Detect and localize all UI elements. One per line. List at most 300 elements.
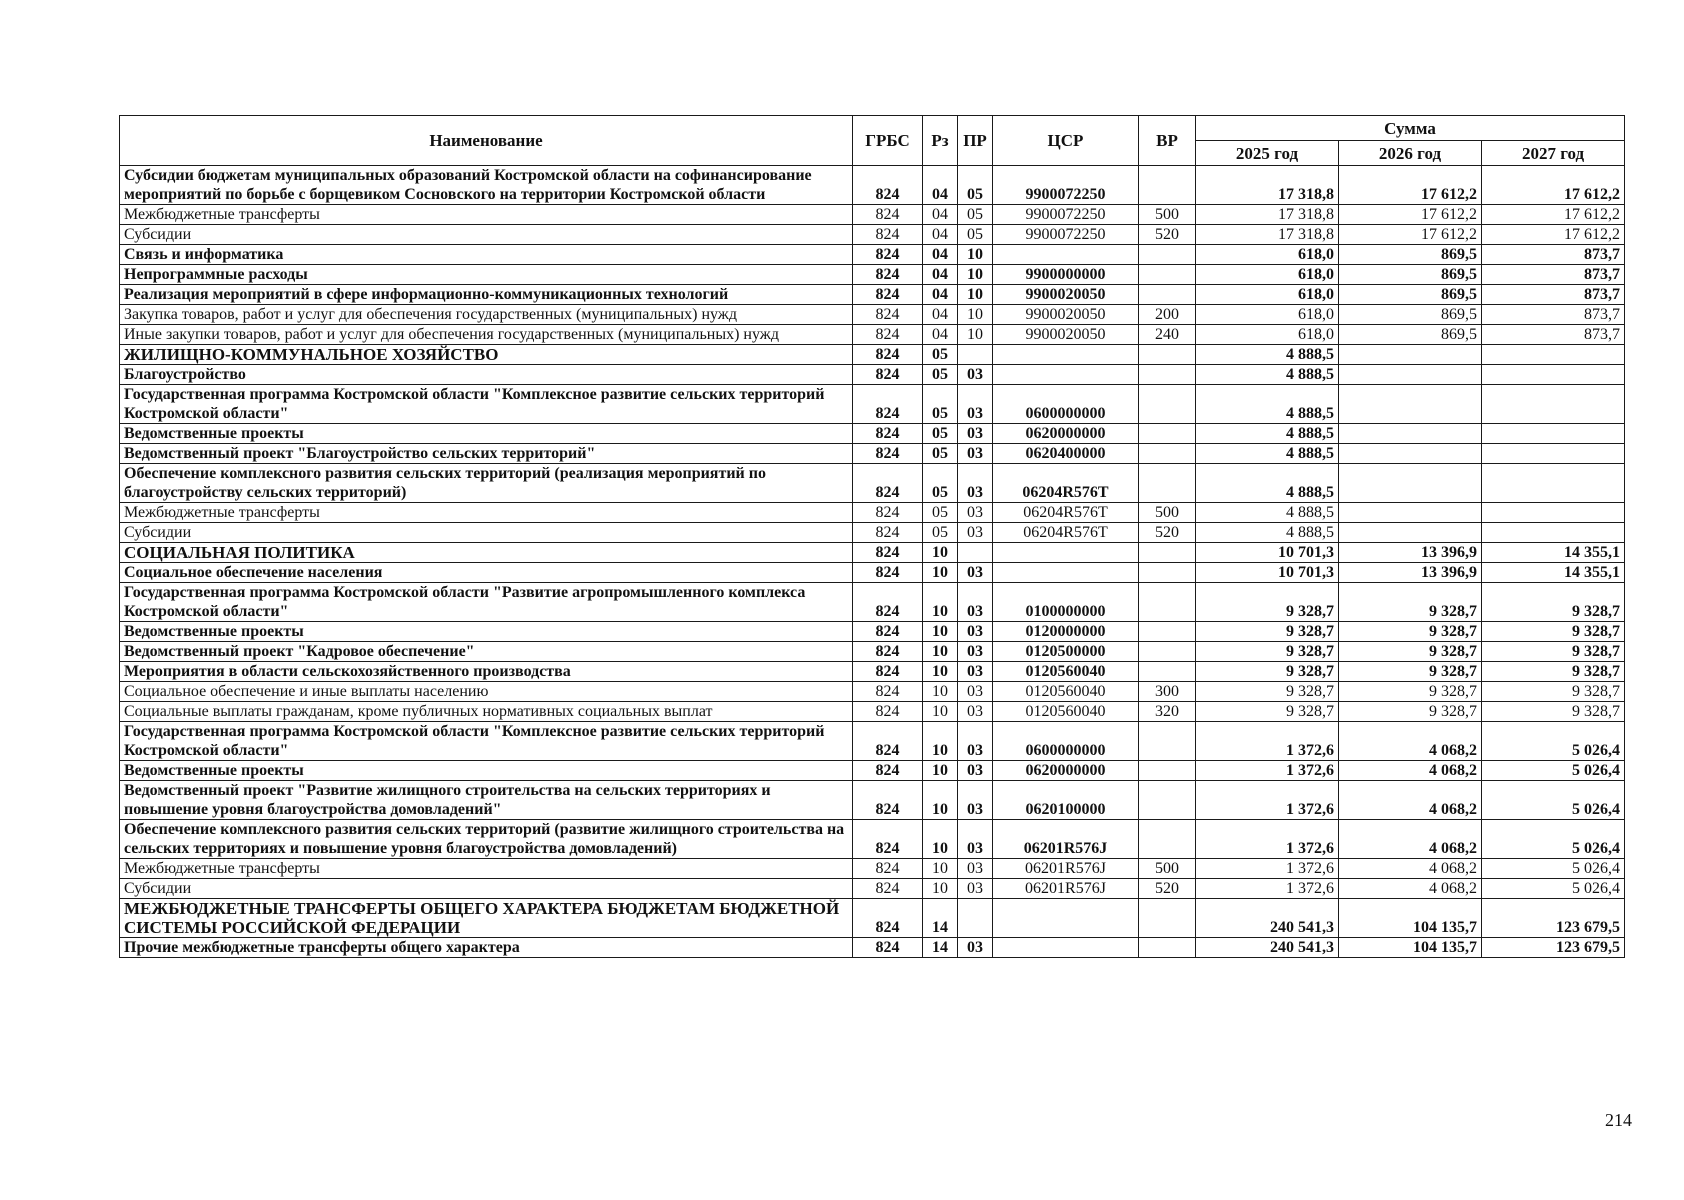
- cell-amount-2026: 9 328,7: [1339, 702, 1482, 722]
- cell-grbs: 824: [853, 305, 923, 325]
- cell-rz: 05: [923, 345, 958, 365]
- cell-amount-2027: 14 355,1: [1482, 563, 1625, 583]
- cell-vr: [1139, 722, 1196, 761]
- cell-amount-2026: [1339, 444, 1482, 464]
- cell-rz: 10: [923, 682, 958, 702]
- cell-name: Ведомственные проекты: [120, 622, 853, 642]
- cell-rz: 10: [923, 543, 958, 563]
- cell-grbs: 824: [853, 225, 923, 245]
- cell-pr: 05: [958, 166, 993, 205]
- cell-amount-2026: 869,5: [1339, 245, 1482, 265]
- cell-csr: 06201R576J: [993, 879, 1139, 899]
- cell-grbs: 824: [853, 205, 923, 225]
- cell-amount-2027: 17 612,2: [1482, 225, 1625, 245]
- table-row: [120, 820, 1625, 859]
- cell-amount-2027: 9 328,7: [1482, 682, 1625, 702]
- cell-amount-2027: [1482, 464, 1625, 503]
- cell-amount-2027: [1482, 503, 1625, 523]
- cell-amount-2026: 869,5: [1339, 325, 1482, 345]
- cell-amount-2027: 873,7: [1482, 265, 1625, 285]
- cell-amount-2025: 1 372,6: [1196, 879, 1339, 899]
- table-row: [120, 642, 1625, 662]
- cell-rz: 14: [923, 899, 958, 938]
- cell-amount-2026: [1339, 385, 1482, 424]
- table-body: [120, 166, 1625, 958]
- cell-grbs: 824: [853, 325, 923, 345]
- cell-name: Ведомственный проект "Развитие жилищного строительства на сельских территориях и повышение уровня благоустройства домовладений": [120, 781, 853, 820]
- cell-amount-2027: 9 328,7: [1482, 583, 1625, 622]
- cell-amount-2025: 17 318,8: [1196, 205, 1339, 225]
- table-row: [120, 879, 1625, 899]
- cell-grbs: 824: [853, 444, 923, 464]
- cell-amount-2027: [1482, 345, 1625, 365]
- cell-name: Социальное обеспечение населения: [120, 563, 853, 583]
- cell-amount-2025: 1 372,6: [1196, 820, 1339, 859]
- cell-csr: [993, 899, 1139, 938]
- cell-csr: 9900072250: [993, 205, 1139, 225]
- cell-pr: 05: [958, 225, 993, 245]
- cell-rz: 10: [923, 583, 958, 622]
- cell-pr: 10: [958, 245, 993, 265]
- cell-grbs: 824: [853, 879, 923, 899]
- cell-pr: [958, 345, 993, 365]
- cell-amount-2027: [1482, 523, 1625, 543]
- cell-grbs: 824: [853, 781, 923, 820]
- cell-pr: 03: [958, 702, 993, 722]
- table-row: [120, 543, 1625, 563]
- cell-pr: 10: [958, 325, 993, 345]
- cell-amount-2025: 4 888,5: [1196, 345, 1339, 365]
- cell-amount-2026: 4 068,2: [1339, 722, 1482, 761]
- header-pr: ПР: [958, 116, 993, 166]
- cell-amount-2027: 14 355,1: [1482, 543, 1625, 563]
- cell-pr: 03: [958, 523, 993, 543]
- cell-pr: 03: [958, 464, 993, 503]
- table-row: [120, 503, 1625, 523]
- cell-name: Ведомственные проекты: [120, 761, 853, 781]
- header-year-2025: 2025 год: [1196, 141, 1339, 166]
- cell-csr: 0620100000: [993, 781, 1139, 820]
- cell-csr: 9900072250: [993, 225, 1139, 245]
- cell-csr: 06201R576J: [993, 859, 1139, 879]
- cell-rz: 10: [923, 563, 958, 583]
- cell-rz: 10: [923, 722, 958, 761]
- cell-pr: 10: [958, 265, 993, 285]
- cell-grbs: 824: [853, 642, 923, 662]
- cell-vr: 500: [1139, 503, 1196, 523]
- cell-rz: 04: [923, 325, 958, 345]
- table-row: [120, 225, 1625, 245]
- cell-vr: [1139, 583, 1196, 622]
- cell-name: Реализация мероприятий в сфере информационно-коммуникационных технологий: [120, 285, 853, 305]
- cell-vr: 200: [1139, 305, 1196, 325]
- cell-grbs: 824: [853, 285, 923, 305]
- cell-rz: 04: [923, 205, 958, 225]
- cell-rz: 04: [923, 245, 958, 265]
- cell-rz: 10: [923, 702, 958, 722]
- cell-rz: 10: [923, 622, 958, 642]
- cell-name: СОЦИАЛЬНАЯ ПОЛИТИКА: [120, 543, 853, 563]
- cell-grbs: 824: [853, 166, 923, 205]
- cell-amount-2026: [1339, 365, 1482, 385]
- cell-amount-2027: 123 679,5: [1482, 938, 1625, 958]
- cell-grbs: 824: [853, 385, 923, 424]
- cell-amount-2027: 9 328,7: [1482, 702, 1625, 722]
- table-row: [120, 563, 1625, 583]
- cell-grbs: 824: [853, 464, 923, 503]
- cell-name: Связь и информатика: [120, 245, 853, 265]
- cell-pr: 03: [958, 761, 993, 781]
- cell-grbs: 824: [853, 938, 923, 958]
- cell-rz: 05: [923, 365, 958, 385]
- cell-amount-2026: 4 068,2: [1339, 820, 1482, 859]
- cell-amount-2026: 4 068,2: [1339, 761, 1482, 781]
- cell-amount-2027: [1482, 424, 1625, 444]
- table-row: [120, 859, 1625, 879]
- cell-amount-2025: 9 328,7: [1196, 682, 1339, 702]
- cell-amount-2025: 618,0: [1196, 285, 1339, 305]
- cell-amount-2026: 869,5: [1339, 305, 1482, 325]
- cell-name: Субсидии: [120, 523, 853, 543]
- table-row: [120, 365, 1625, 385]
- cell-vr: [1139, 245, 1196, 265]
- header-year-2026: 2026 год: [1339, 141, 1482, 166]
- cell-amount-2026: 9 328,7: [1339, 682, 1482, 702]
- cell-vr: 500: [1139, 859, 1196, 879]
- cell-pr: 03: [958, 424, 993, 444]
- cell-csr: 0120500000: [993, 642, 1139, 662]
- cell-amount-2025: 9 328,7: [1196, 583, 1339, 622]
- cell-grbs: 824: [853, 899, 923, 938]
- cell-amount-2025: 9 328,7: [1196, 662, 1339, 682]
- cell-amount-2026: [1339, 424, 1482, 444]
- table-row: [120, 722, 1625, 761]
- cell-amount-2027: 5 026,4: [1482, 820, 1625, 859]
- table-row: [120, 583, 1625, 622]
- cell-pr: 03: [958, 642, 993, 662]
- cell-amount-2025: 9 328,7: [1196, 702, 1339, 722]
- cell-amount-2025: 618,0: [1196, 325, 1339, 345]
- cell-grbs: 824: [853, 820, 923, 859]
- cell-amount-2025: 1 372,6: [1196, 761, 1339, 781]
- cell-vr: [1139, 365, 1196, 385]
- table-row: [120, 781, 1625, 820]
- cell-vr: [1139, 899, 1196, 938]
- cell-rz: 05: [923, 385, 958, 424]
- cell-grbs: 824: [853, 245, 923, 265]
- cell-csr: 9900020050: [993, 325, 1139, 345]
- cell-name: Субсидии: [120, 879, 853, 899]
- cell-amount-2025: 4 888,5: [1196, 464, 1339, 503]
- cell-vr: [1139, 761, 1196, 781]
- cell-name: Прочие межбюджетные трансферты общего характера: [120, 938, 853, 958]
- table-row: [120, 938, 1625, 958]
- cell-amount-2027: 5 026,4: [1482, 879, 1625, 899]
- cell-grbs: 824: [853, 424, 923, 444]
- cell-csr: 9900020050: [993, 305, 1139, 325]
- cell-name: Непрограммные расходы: [120, 265, 853, 285]
- cell-csr: 0120560040: [993, 662, 1139, 682]
- cell-csr: [993, 938, 1139, 958]
- table-row: [120, 899, 1625, 938]
- header-sum: Сумма: [1196, 116, 1625, 141]
- cell-pr: 03: [958, 722, 993, 761]
- cell-csr: 0620000000: [993, 761, 1139, 781]
- header-csr: ЦСР: [993, 116, 1139, 166]
- cell-grbs: 824: [853, 345, 923, 365]
- cell-vr: [1139, 285, 1196, 305]
- cell-name: Ведомственные проекты: [120, 424, 853, 444]
- cell-pr: 03: [958, 938, 993, 958]
- cell-amount-2026: 13 396,9: [1339, 563, 1482, 583]
- cell-pr: 03: [958, 563, 993, 583]
- cell-amount-2026: 17 612,2: [1339, 166, 1482, 205]
- cell-rz: 04: [923, 285, 958, 305]
- table-row: [120, 345, 1625, 365]
- cell-amount-2027: [1482, 444, 1625, 464]
- cell-amount-2026: [1339, 523, 1482, 543]
- cell-pr: [958, 543, 993, 563]
- cell-name: Межбюджетные трансферты: [120, 503, 853, 523]
- cell-amount-2026: 13 396,9: [1339, 543, 1482, 563]
- cell-grbs: 824: [853, 622, 923, 642]
- cell-amount-2025: 10 701,3: [1196, 543, 1339, 563]
- cell-name: ЖИЛИЩНО-КОММУНАЛЬНОЕ ХОЗЯЙСТВО: [120, 345, 853, 365]
- cell-amount-2025: 618,0: [1196, 265, 1339, 285]
- cell-amount-2026: 4 068,2: [1339, 879, 1482, 899]
- cell-vr: [1139, 622, 1196, 642]
- cell-vr: 520: [1139, 879, 1196, 899]
- cell-amount-2025: 4 888,5: [1196, 523, 1339, 543]
- cell-amount-2027: 17 612,2: [1482, 166, 1625, 205]
- cell-amount-2027: [1482, 365, 1625, 385]
- table-row: [120, 305, 1625, 325]
- cell-rz: 10: [923, 820, 958, 859]
- table-row: [120, 662, 1625, 682]
- cell-amount-2026: [1339, 464, 1482, 503]
- cell-csr: 0120560040: [993, 682, 1139, 702]
- table-row: [120, 464, 1625, 503]
- cell-rz: 10: [923, 859, 958, 879]
- budget-table: [119, 115, 1625, 958]
- cell-csr: 9900000000: [993, 265, 1139, 285]
- cell-vr: [1139, 385, 1196, 424]
- cell-amount-2026: 9 328,7: [1339, 583, 1482, 622]
- cell-rz: 05: [923, 464, 958, 503]
- cell-amount-2026: 9 328,7: [1339, 662, 1482, 682]
- table-row: [120, 702, 1625, 722]
- cell-rz: 05: [923, 424, 958, 444]
- cell-name: Субсидии: [120, 225, 853, 245]
- cell-pr: 05: [958, 205, 993, 225]
- cell-rz: 10: [923, 879, 958, 899]
- cell-grbs: 824: [853, 662, 923, 682]
- cell-vr: 520: [1139, 523, 1196, 543]
- cell-vr: [1139, 464, 1196, 503]
- page-number: 214: [1605, 1110, 1632, 1130]
- cell-amount-2026: 869,5: [1339, 285, 1482, 305]
- cell-vr: 520: [1139, 225, 1196, 245]
- cell-pr: 03: [958, 385, 993, 424]
- cell-amount-2027: 5 026,4: [1482, 761, 1625, 781]
- cell-csr: 0600000000: [993, 722, 1139, 761]
- table-row: [120, 682, 1625, 702]
- table-row: [120, 265, 1625, 285]
- table-row: [120, 622, 1625, 642]
- table-row: [120, 205, 1625, 225]
- cell-amount-2026: [1339, 503, 1482, 523]
- cell-grbs: 824: [853, 682, 923, 702]
- cell-vr: [1139, 642, 1196, 662]
- cell-amount-2025: 1 372,6: [1196, 859, 1339, 879]
- header-name: Наименование: [120, 116, 853, 166]
- cell-amount-2026: 17 612,2: [1339, 205, 1482, 225]
- cell-vr: [1139, 345, 1196, 365]
- table-row: [120, 444, 1625, 464]
- cell-grbs: 824: [853, 543, 923, 563]
- table-row: [120, 245, 1625, 265]
- cell-amount-2027: 5 026,4: [1482, 781, 1625, 820]
- cell-csr: 0620400000: [993, 444, 1139, 464]
- cell-grbs: 824: [853, 523, 923, 543]
- table-row: [120, 166, 1625, 205]
- cell-grbs: 824: [853, 761, 923, 781]
- cell-amount-2025: 240 541,3: [1196, 938, 1339, 958]
- cell-rz: 10: [923, 781, 958, 820]
- cell-csr: 0620000000: [993, 424, 1139, 444]
- cell-amount-2025: 1 372,6: [1196, 781, 1339, 820]
- cell-rz: 04: [923, 305, 958, 325]
- cell-amount-2027: 873,7: [1482, 285, 1625, 305]
- cell-vr: 240: [1139, 325, 1196, 345]
- cell-name: МЕЖБЮДЖЕТНЫЕ ТРАНСФЕРТЫ ОБЩЕГО ХАРАКТЕРА БЮДЖЕТАМ БЮДЖЕТНОЙ СИСТЕМЫ РОССИЙСКОЙ ФЕДЕРАЦИИ: [120, 899, 853, 938]
- cell-amount-2025: 1 372,6: [1196, 722, 1339, 761]
- cell-csr: [993, 345, 1139, 365]
- cell-csr: 0600000000: [993, 385, 1139, 424]
- cell-amount-2025: 9 328,7: [1196, 642, 1339, 662]
- cell-csr: 06204R576T: [993, 464, 1139, 503]
- cell-amount-2027: 873,7: [1482, 245, 1625, 265]
- cell-name: Благоустройство: [120, 365, 853, 385]
- cell-rz: 14: [923, 938, 958, 958]
- cell-vr: [1139, 424, 1196, 444]
- cell-amount-2025: 4 888,5: [1196, 385, 1339, 424]
- cell-csr: 9900072250: [993, 166, 1139, 205]
- cell-name: Иные закупки товаров, работ и услуг для обеспечения государственных (муниципальных) нужд: [120, 325, 853, 345]
- cell-grbs: 824: [853, 722, 923, 761]
- cell-pr: 03: [958, 820, 993, 859]
- cell-amount-2026: 869,5: [1339, 265, 1482, 285]
- cell-amount-2026: [1339, 345, 1482, 365]
- cell-amount-2026: 17 612,2: [1339, 225, 1482, 245]
- cell-pr: 10: [958, 285, 993, 305]
- cell-pr: 03: [958, 682, 993, 702]
- cell-amount-2026: 4 068,2: [1339, 859, 1482, 879]
- cell-csr: [993, 563, 1139, 583]
- header-year-2027: 2027 год: [1482, 141, 1625, 166]
- cell-grbs: 824: [853, 583, 923, 622]
- header-vr: ВР: [1139, 116, 1196, 166]
- cell-rz: 10: [923, 662, 958, 682]
- cell-amount-2025: 240 541,3: [1196, 899, 1339, 938]
- cell-amount-2025: 4 888,5: [1196, 444, 1339, 464]
- cell-amount-2027: 123 679,5: [1482, 899, 1625, 938]
- cell-name: Мероприятия в области сельскохозяйственного производства: [120, 662, 853, 682]
- cell-amount-2025: 4 888,5: [1196, 365, 1339, 385]
- cell-vr: [1139, 543, 1196, 563]
- cell-csr: 06204R576T: [993, 503, 1139, 523]
- cell-amount-2026: 104 135,7: [1339, 899, 1482, 938]
- cell-vr: [1139, 265, 1196, 285]
- cell-rz: 10: [923, 642, 958, 662]
- cell-vr: [1139, 563, 1196, 583]
- cell-name: Государственная программа Костромской области "Комплексное развитие сельских территорий Костромской области": [120, 385, 853, 424]
- cell-name: Обеспечение комплексного развития сельских территорий (реализация мероприятий по благоустройству сельских территорий): [120, 464, 853, 503]
- cell-name: Социальные выплаты гражданам, кроме публичных нормативных социальных выплат: [120, 702, 853, 722]
- cell-name: Ведомственный проект "Кадровое обеспечение": [120, 642, 853, 662]
- cell-grbs: 824: [853, 365, 923, 385]
- cell-pr: 03: [958, 503, 993, 523]
- cell-amount-2027: 873,7: [1482, 325, 1625, 345]
- cell-rz: 04: [923, 166, 958, 205]
- cell-amount-2025: 17 318,8: [1196, 225, 1339, 245]
- table-row: [120, 325, 1625, 345]
- table-row: [120, 285, 1625, 305]
- cell-amount-2027: 5 026,4: [1482, 722, 1625, 761]
- cell-amount-2025: 4 888,5: [1196, 503, 1339, 523]
- cell-vr: [1139, 938, 1196, 958]
- cell-csr: 06201R576J: [993, 820, 1139, 859]
- cell-pr: 03: [958, 444, 993, 464]
- cell-csr: 0120000000: [993, 622, 1139, 642]
- cell-rz: 10: [923, 761, 958, 781]
- cell-csr: 06204R576T: [993, 523, 1139, 543]
- cell-grbs: 824: [853, 563, 923, 583]
- cell-amount-2026: 9 328,7: [1339, 622, 1482, 642]
- cell-pr: 03: [958, 781, 993, 820]
- table-row: [120, 523, 1625, 543]
- cell-amount-2026: 104 135,7: [1339, 938, 1482, 958]
- header-grbs: ГРБС: [853, 116, 923, 166]
- cell-amount-2027: [1482, 385, 1625, 424]
- cell-csr: [993, 543, 1139, 563]
- cell-amount-2025: 9 328,7: [1196, 622, 1339, 642]
- cell-pr: 03: [958, 662, 993, 682]
- cell-grbs: 824: [853, 265, 923, 285]
- cell-vr: 500: [1139, 205, 1196, 225]
- cell-vr: [1139, 444, 1196, 464]
- cell-amount-2025: 618,0: [1196, 245, 1339, 265]
- cell-name: Межбюджетные трансферты: [120, 859, 853, 879]
- cell-amount-2026: 4 068,2: [1339, 781, 1482, 820]
- cell-vr: [1139, 662, 1196, 682]
- cell-name: Межбюджетные трансферты: [120, 205, 853, 225]
- cell-vr: 320: [1139, 702, 1196, 722]
- cell-amount-2027: 873,7: [1482, 305, 1625, 325]
- cell-amount-2025: 10 701,3: [1196, 563, 1339, 583]
- cell-rz: 04: [923, 265, 958, 285]
- cell-amount-2027: 5 026,4: [1482, 859, 1625, 879]
- cell-amount-2027: 9 328,7: [1482, 642, 1625, 662]
- cell-grbs: 824: [853, 702, 923, 722]
- cell-pr: 03: [958, 583, 993, 622]
- cell-grbs: 824: [853, 859, 923, 879]
- cell-name: Социальное обеспечение и иные выплаты населению: [120, 682, 853, 702]
- cell-amount-2025: 17 318,8: [1196, 166, 1339, 205]
- cell-name: Ведомственный проект "Благоустройство сельских территорий": [120, 444, 853, 464]
- cell-amount-2025: 4 888,5: [1196, 424, 1339, 444]
- table-row: [120, 761, 1625, 781]
